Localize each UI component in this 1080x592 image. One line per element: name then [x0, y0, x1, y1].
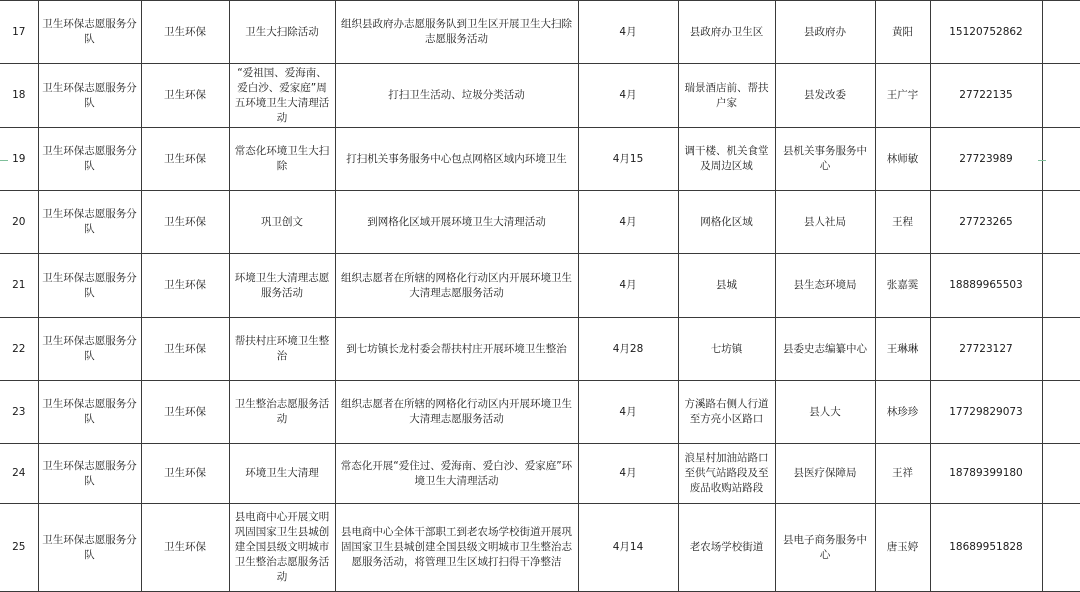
time-cell: 4月: [578, 444, 678, 504]
unit-cell: 县电子商务服务中心: [775, 504, 875, 592]
location-cell: 县城: [678, 254, 775, 318]
left-edge-mark: [0, 160, 8, 161]
table-body: [0, 1, 1080, 592]
empty-cell: [1042, 1, 1080, 64]
location-cell: 瑞景酒店前、帮扶户家: [678, 64, 775, 128]
contact-cell: 王琳琳: [875, 318, 930, 381]
empty-cell: [1042, 504, 1080, 592]
content-cell: 到网格化区域开展环境卫生大清理活动: [335, 191, 578, 254]
table-row: [0, 504, 1080, 592]
content-cell: 常态化开展“爱住过、爱海南、爱白沙、爱家庭”环境卫生大清理活动: [335, 444, 578, 504]
content-cell: 打扫机关事务服务中心包点网格区域内环境卫生: [335, 128, 578, 191]
empty-cell: [1042, 254, 1080, 318]
right-edge-mark: [1038, 160, 1046, 161]
table-row: [0, 318, 1080, 381]
content-cell: 县电商中心全体干部职工到老农场学校街道开展巩固国家卫生县城创建全国县级文明城市卫生整治志愿服务活动，将管理卫生区域打扫得干净整洁: [335, 504, 578, 592]
phone-cell: 18789399180: [930, 444, 1042, 504]
unit-cell: 县发改委: [775, 64, 875, 128]
time-cell: 4月: [578, 64, 678, 128]
team-cell: 卫生环保志愿服务分队: [38, 504, 141, 592]
category-cell: 卫生环保: [141, 254, 229, 318]
location-cell: 浪星村加油站路口至供气站路段及至废品收购站路段: [678, 444, 775, 504]
phone-cell: 18689951828: [930, 504, 1042, 592]
row-number-cell: 22: [0, 318, 38, 381]
row-number-cell: 23: [0, 381, 38, 444]
phone-cell: 27723127: [930, 318, 1042, 381]
empty-cell: [1042, 381, 1080, 444]
table-row: [0, 191, 1080, 254]
location-cell: 县政府办卫生区: [678, 1, 775, 64]
content-cell: 打扫卫生活动、垃圾分类活动: [335, 64, 578, 128]
activity-cell: “爱祖国、爱海南、爱白沙、爱家庭”周五环境卫生大清理活动: [229, 64, 335, 128]
contact-cell: 林师敏: [875, 128, 930, 191]
unit-cell: 县机关事务服务中心: [775, 128, 875, 191]
team-cell: 卫生环保志愿服务分队: [38, 64, 141, 128]
team-cell: 卫生环保志愿服务分队: [38, 318, 141, 381]
contact-cell: 唐玉婷: [875, 504, 930, 592]
time-cell: 4月: [578, 1, 678, 64]
time-cell: 4月: [578, 191, 678, 254]
unit-cell: 县政府办: [775, 1, 875, 64]
contact-cell: 王广宇: [875, 64, 930, 128]
activity-cell: 卫生整治志愿服务活动: [229, 381, 335, 444]
phone-cell: 18889965503: [930, 254, 1042, 318]
category-cell: 卫生环保: [141, 504, 229, 592]
table-row: [0, 444, 1080, 504]
row-number-cell: 24: [0, 444, 38, 504]
location-cell: 方溪路右侧人行道至方亮小区路口: [678, 381, 775, 444]
phone-cell: 27723989: [930, 128, 1042, 191]
team-cell: 卫生环保志愿服务分队: [38, 381, 141, 444]
content-cell: 组织志愿者在所辖的网格化行动区内开展环境卫生大清理志愿服务活动: [335, 254, 578, 318]
activity-cell: 环境卫生大清理志愿服务活动: [229, 254, 335, 318]
team-cell: 卫生环保志愿服务分队: [38, 1, 141, 64]
table-row: [0, 254, 1080, 318]
table-row: [0, 64, 1080, 128]
category-cell: 卫生环保: [141, 191, 229, 254]
category-cell: 卫生环保: [141, 381, 229, 444]
table-row: [0, 1, 1080, 64]
category-cell: 卫生环保: [141, 128, 229, 191]
unit-cell: 县委史志编纂中心: [775, 318, 875, 381]
category-cell: 卫生环保: [141, 444, 229, 504]
team-cell: 卫生环保志愿服务分队: [38, 128, 141, 191]
contact-cell: 张嘉霙: [875, 254, 930, 318]
contact-cell: 林珍珍: [875, 381, 930, 444]
phone-cell: 27722135: [930, 64, 1042, 128]
time-cell: 4月: [578, 254, 678, 318]
team-cell: 卫生环保志愿服务分队: [38, 254, 141, 318]
contact-cell: 王祥: [875, 444, 930, 504]
activity-cell: 县电商中心开展文明巩固国家卫生县城创建全国县级文明城市卫生整治志愿服务活动: [229, 504, 335, 592]
location-cell: 调干楼、机关食堂及周边区域: [678, 128, 775, 191]
phone-cell: 15120752862: [930, 1, 1042, 64]
empty-cell: [1042, 128, 1080, 191]
row-number-cell: 25: [0, 504, 38, 592]
unit-cell: 县人大: [775, 381, 875, 444]
phone-cell: 17729829073: [930, 381, 1042, 444]
row-number-cell: 20: [0, 191, 38, 254]
category-cell: 卫生环保: [141, 64, 229, 128]
activity-cell: 卫生大扫除活动: [229, 1, 335, 64]
empty-cell: [1042, 318, 1080, 381]
time-cell: 4月28: [578, 318, 678, 381]
category-cell: 卫生环保: [141, 318, 229, 381]
empty-cell: [1042, 191, 1080, 254]
table-row: [0, 128, 1080, 191]
location-cell: 老农场学校街道: [678, 504, 775, 592]
empty-cell: [1042, 444, 1080, 504]
content-cell: 到七坊镇长龙村委会帮扶村庄开展环境卫生整治: [335, 318, 578, 381]
contact-cell: 黄阳: [875, 1, 930, 64]
category-cell: 卫生环保: [141, 1, 229, 64]
row-number-cell: 18: [0, 64, 38, 128]
activity-cell: 帮扶村庄环境卫生整治: [229, 318, 335, 381]
table-row: [0, 381, 1080, 444]
time-cell: 4月: [578, 381, 678, 444]
time-cell: 4月14: [578, 504, 678, 592]
phone-cell: 27723265: [930, 191, 1042, 254]
unit-cell: 县医疗保障局: [775, 444, 875, 504]
activity-cell: 巩卫创文: [229, 191, 335, 254]
empty-cell: [1042, 64, 1080, 128]
team-cell: 卫生环保志愿服务分队: [38, 444, 141, 504]
row-number-cell: 21: [0, 254, 38, 318]
contact-cell: 王程: [875, 191, 930, 254]
time-cell: 4月15: [578, 128, 678, 191]
location-cell: 七坊镇: [678, 318, 775, 381]
row-number-cell: 19: [0, 128, 38, 191]
unit-cell: 县人社局: [775, 191, 875, 254]
unit-cell: 县生态环境局: [775, 254, 875, 318]
row-number-cell: 17: [0, 1, 38, 64]
location-cell: 网格化区域: [678, 191, 775, 254]
content-cell: 组织县政府办志愿服务队到卫生区开展卫生大扫除志愿服务活动: [335, 1, 578, 64]
activity-cell: 常态化环境卫生大扫除: [229, 128, 335, 191]
team-cell: 卫生环保志愿服务分队: [38, 191, 141, 254]
content-cell: 组织志愿者在所辖的网格化行动区内开展环境卫生大清理志愿服务活动: [335, 381, 578, 444]
activity-cell: 环境卫生大清理: [229, 444, 335, 504]
